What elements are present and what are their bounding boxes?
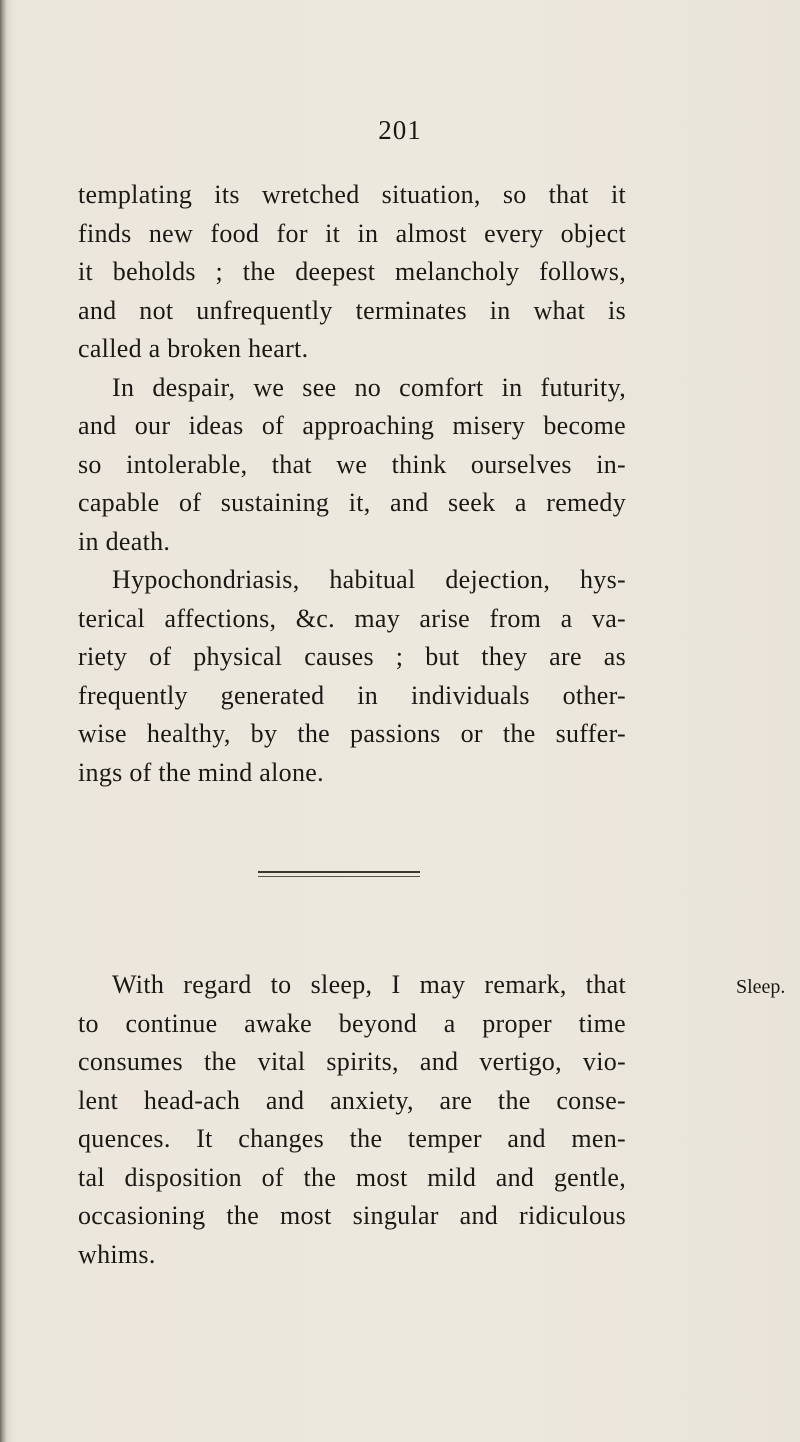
text-line: With regard to sleep, I may remark, that xyxy=(112,970,626,999)
text-line: whims. xyxy=(78,1239,156,1269)
text-line: and our ideas of approaching misery become xyxy=(78,411,626,440)
text-line: so intolerable, that we think ourselves in- xyxy=(78,449,626,479)
text-line: Hypochondriasis, habitual dejection, hys- xyxy=(112,565,626,594)
text-line: wise healthy, by the passions or the suffer- xyxy=(78,719,626,748)
text-line: finds new food for it in almost every object xyxy=(78,218,626,248)
text-line: frequently generated in individuals other- xyxy=(78,680,626,710)
text-line: ings of the mind alone. xyxy=(78,757,324,787)
text-line: quences. It changes the temper and men- xyxy=(78,1124,626,1153)
text-line: templating its wretched situation, so that it xyxy=(78,180,626,209)
text-line: In despair, we see no comfort in futurity, xyxy=(112,372,626,402)
text-line: and not unfrequently terminates in what is xyxy=(78,295,626,325)
text-line: tal disposition of the most mild and gentle, xyxy=(78,1162,626,1192)
text-line: lent head-ach and anxiety, are the conse- xyxy=(78,1085,626,1115)
text-line: terical affections, &c. may arise from a va- xyxy=(78,603,626,633)
text-line: to continue awake beyond a proper time xyxy=(78,1008,626,1038)
text-line: capable of sustaining it, and seek a remedy xyxy=(78,488,626,517)
text-line: in death. xyxy=(78,526,171,556)
paragraph-sleep xyxy=(78,966,626,1274)
text-line: called a broken heart. xyxy=(78,334,309,363)
section-divider-rule xyxy=(258,876,420,877)
section-divider-rule xyxy=(258,871,420,873)
text-line: it beholds ; the deepest melancholy follows, xyxy=(78,257,626,286)
page-number: 201 xyxy=(378,115,422,145)
margin-note: Sleep. xyxy=(736,976,786,998)
text-line: consumes the vital spirits, and vertigo, vio- xyxy=(78,1047,626,1076)
paragraph-despair xyxy=(78,176,626,792)
text-line: occasioning the most singular and ridiculous xyxy=(78,1201,626,1230)
text-line: riety of physical causes ; but they are as xyxy=(78,642,626,671)
